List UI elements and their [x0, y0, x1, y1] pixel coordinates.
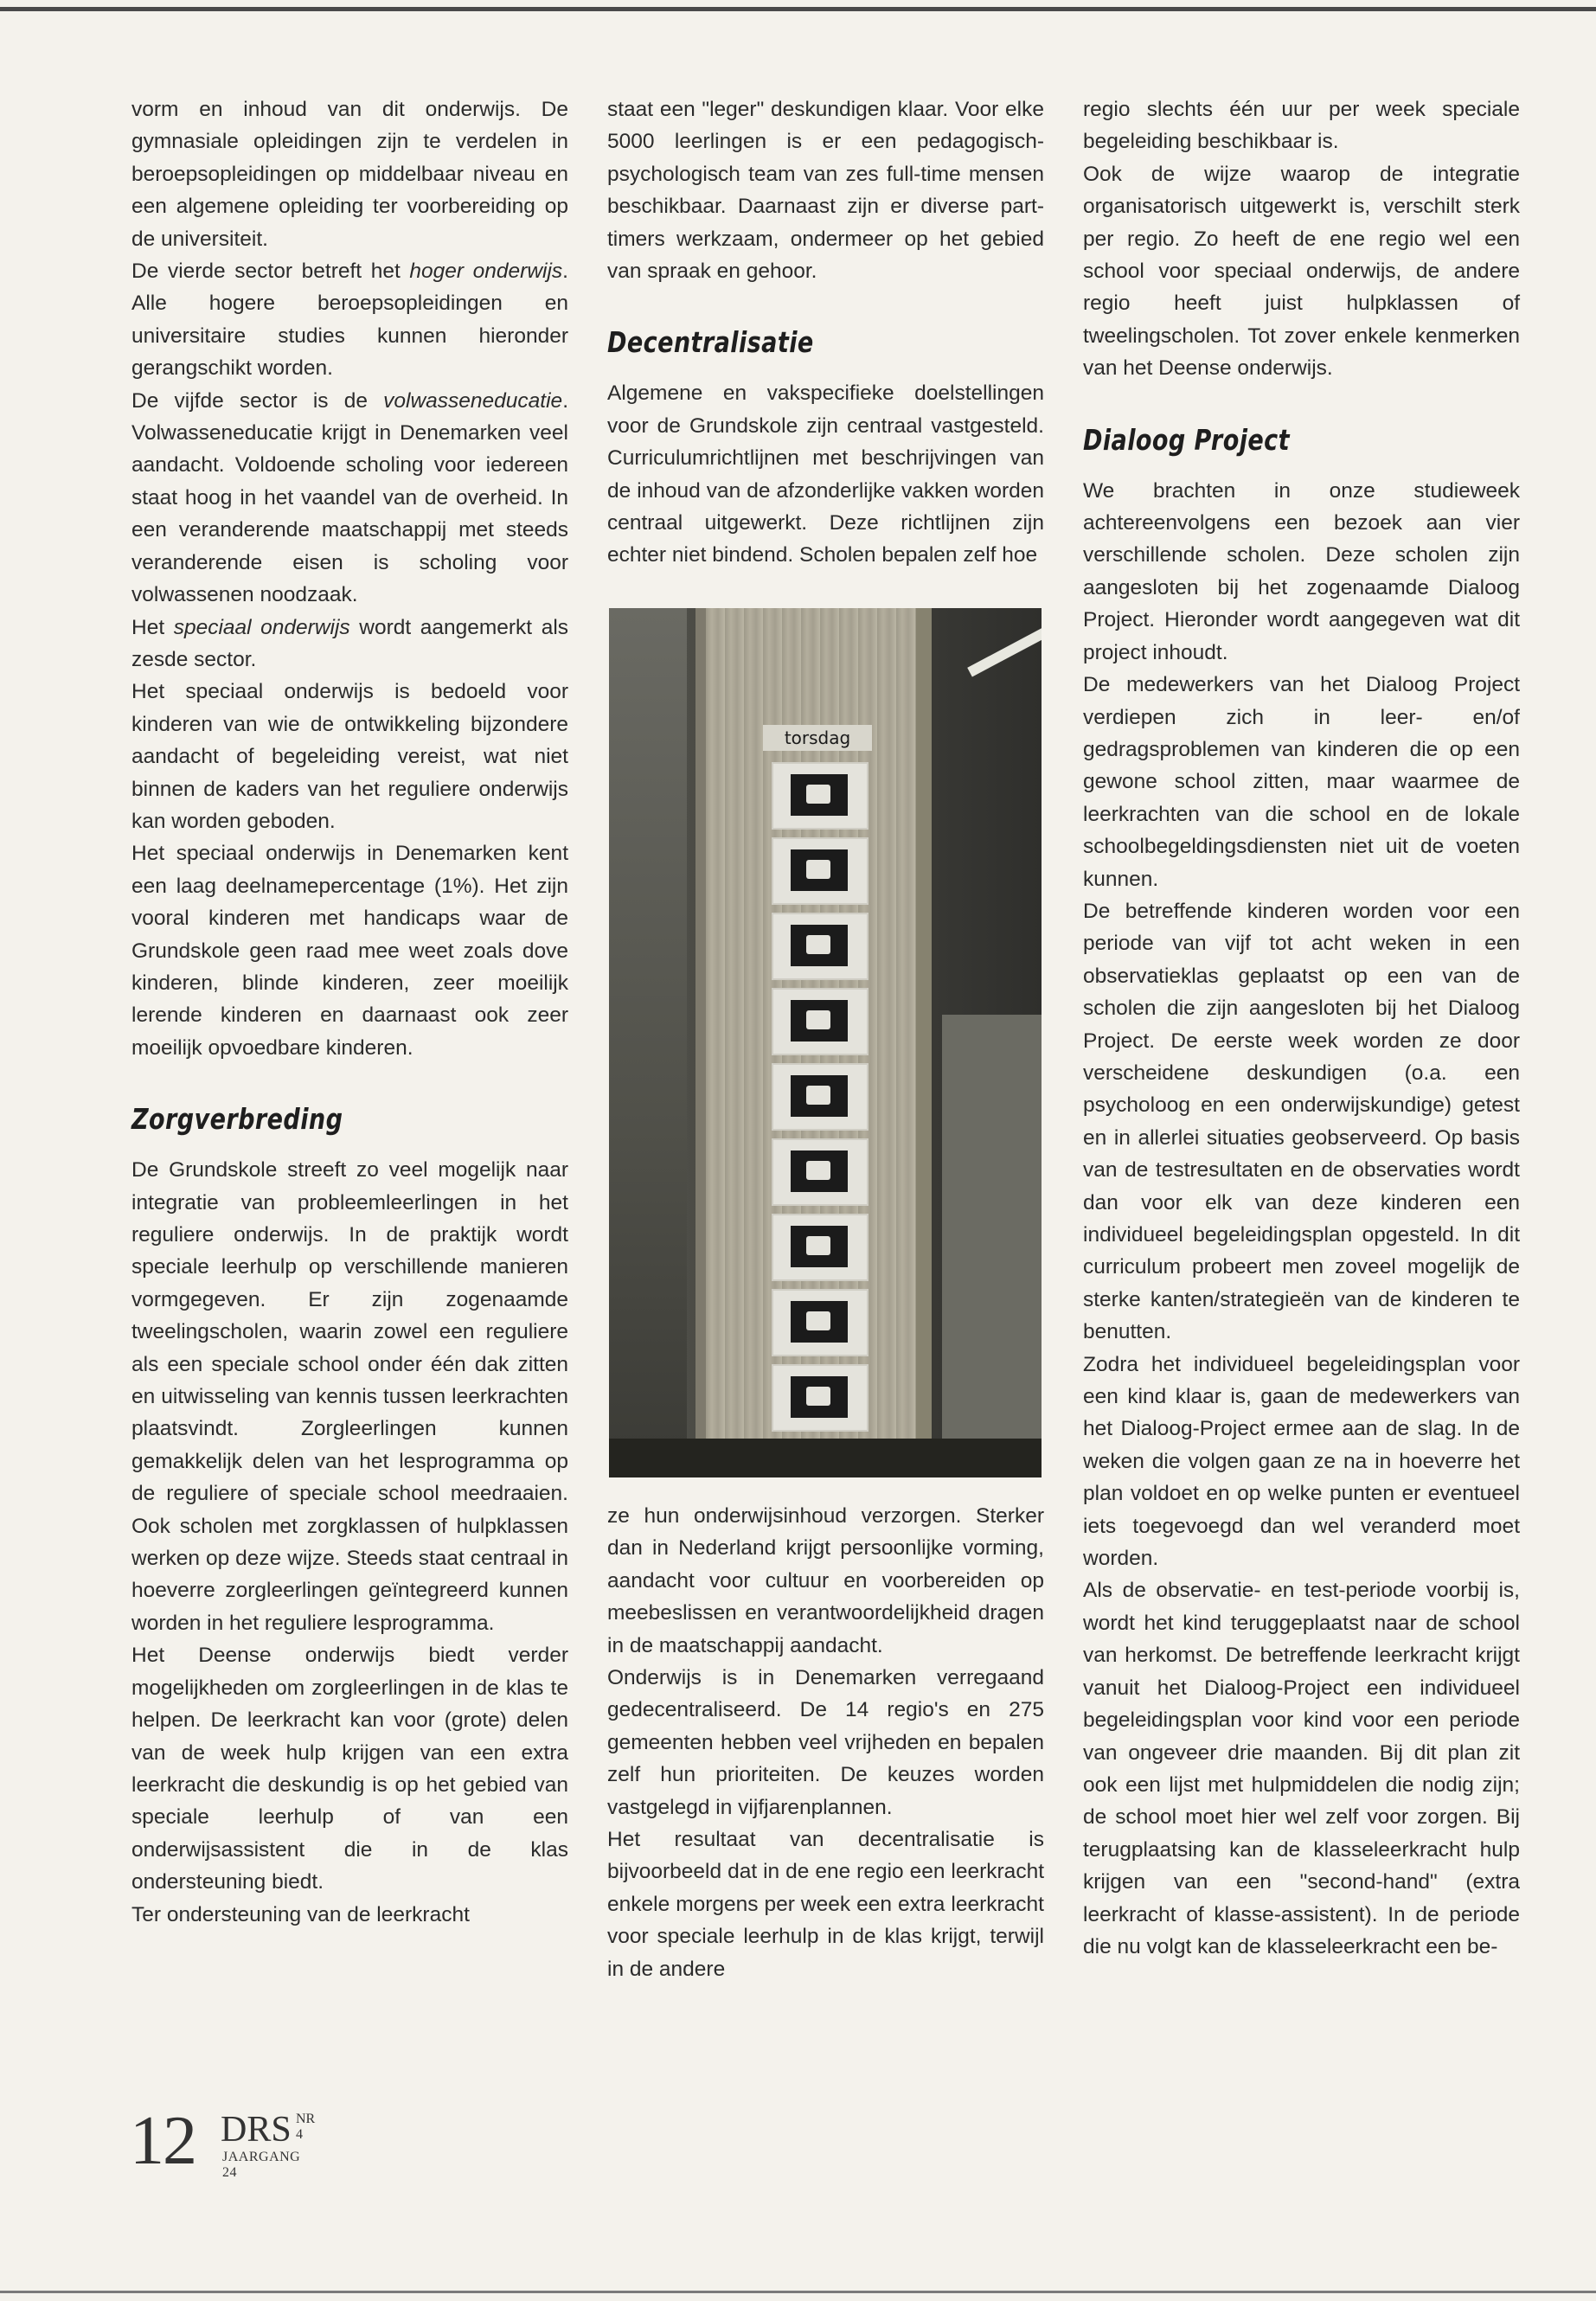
emphasis: hoger onderwijs — [409, 260, 563, 284]
photo-wall-panel — [609, 608, 687, 1477]
photo-lamp — [967, 619, 1042, 676]
emphasis: volwasseneducatie — [383, 388, 563, 413]
paragraph: staat een "leger" deskundigen klaar. Voor elke 5000 leerlingen is er een pedagogisch-psychologisch team van zes full-time mensen beschikbaar. Daarnaast zijn er diverse part-timers werkzaam, ondermeer op het gebied van spraak en gehoor. — [607, 98, 1044, 284]
paragraph: regio slechts één uur per week speciale begeleiding beschikbaar is. — [1083, 98, 1520, 154]
bottom-rule — [0, 2291, 1596, 2293]
paragraph: Ook de wijze waarop de integratie organisatorisch uitgewerkt is, verschilt sterk per regio. Zo heeft de ene regio wel een school voor speciaal onderwijs, de andere regio heeft juist hulpklassen of tweelingscholen. Tot zover enkele kenmerken van het Deense onderwijs. — [1083, 162, 1520, 381]
paragraph: Het speciaal onderwijs is bedoeld voor kinderen van wie de ontwikkeling bijzondere aandacht of begeleiding vereist, wat niet binnen de kaders van het reguliere onderwijs kan worden geboden. — [131, 680, 568, 833]
pictogram-card — [772, 988, 869, 1055]
column-3 — [1083, 93, 1520, 1963]
column-2 — [607, 93, 1044, 1985]
paragraph-speciaal-onderwijs: Het speciaal onderwijs wordt aangemerkt als zesde sector. — [131, 615, 569, 671]
paragraph: Algemene en vakspecifieke doelstellingen voor de Grundskole zijn centraal vastgesteld. Curriculumrichtlijnen met beschrijvingen van de inhoud van de afzonderlijke vakken worden centraal uitgewerkt. Deze richtlijnen zijn echter niet bindend. Scholen bepalen zelf hoe — [607, 381, 1044, 567]
photo-post-edge — [916, 608, 932, 1477]
paragraph: Ter ondersteuning van de leerkracht — [131, 1902, 470, 1926]
photo-day-label: torsdag — [763, 725, 872, 751]
pictogram-card — [772, 1063, 869, 1131]
page-number: 12 — [130, 2103, 195, 2179]
pictogram-card — [772, 1289, 869, 1356]
section-heading-decentralisatie: Decentralisatie — [607, 325, 814, 360]
pictogram-card — [772, 1364, 869, 1432]
paragraph: Het Deense onderwijs biedt verder mogelijkheden om zorgleerlingen in de klas te helpen. De leerkracht kan voor (grote) delen van de week hulp krijgen van een extra leerkracht die deskundig is op het gebied van speciale leerhulp of van een onderwijsassistent die in de klas ondersteuning biedt. — [131, 1644, 568, 1894]
paragraph-volwasseneducatie: De vijfde sector is de volwasseneducatie. Volwasseneducatie krijgt in Denemarken veel aandacht. Voldoende scholing voor iedereen staat hoog in het vaandel van de overheid. In een veranderende maatschappij met steeds veranderende eisen is scholing voor volwassenen noodzaak. — [131, 388, 568, 607]
paragraph: Het speciaal onderwijs in Denemarken kent een laag deelnamepercentage (1%). Het zijn vooral kinderen met handicaps waar de Grundskole geen raad mee weet zoals dove kinderen, blinde kinderen, zeer moeilijk lerende kinderen en daarnaast ook zeer moeilijk opvoedbare kinderen. — [131, 842, 568, 1060]
pictogram-card — [772, 1138, 869, 1206]
paragraph: Zodra het individueel begeleidingsplan voor een kind klaar is, gaan de medewerkers van het Dialoog-Project ermee aan de slag. In de weken die volgen gaan ze na in hoeverre het plan voldoet en op welke punten er eventueel iets toegevoegd dan wel veranderd moet worden. — [1083, 1352, 1520, 1571]
paragraph: ze hun onderwijsinhoud verzorgen. Sterker dan in Nederland krijgt persoonlijke vorming, aandacht voor cultuur en voorbereiden op meebeslissen en verantwoordelijkheid dragen in de maatschappij aandacht. — [607, 1503, 1044, 1657]
paragraph: De betreffende kinderen worden voor een periode van vijf tot acht weken in een observatieklas geplaatst op een van de scholen die zijn aangesloten bij het Dialoog Project. De eerste week worden ze door verscheidene deskundigen (o.a. een psycholoog en een onderwijskundige) getest en in allerlei situaties geobserveerd. Op basis van de testresultaten en de observaties wordt dan voor elk van deze kinderen een individueel begeleidingsplan opgesteld. In dit curriculum probeert men zoveel mogelijk de sterke kanten/strategieën van de kinderen te benutten. — [1083, 899, 1520, 1344]
pictogram-card — [772, 1214, 869, 1281]
top-rule — [0, 7, 1596, 11]
paragraph: Onderwijs is in Denemarken verregaand gedecentraliseerd. De 14 regio's en 275 gemeenten hebben veel vrijheden en bepalen zelf hun prioriteiten. De keuzes worden vastgelegd in vijfjarenplannen. — [607, 1665, 1044, 1819]
photo-board — [942, 1015, 1042, 1477]
paragraph: We brachten in onze studieweek achtereenvolgens een bezoek aan vier verschillende scholen. Deze scholen zijn aangesloten bij het zogenaamde Dialoog Project. Hieronder wordt aangegeven wat dit project inhoudt. — [1083, 478, 1520, 664]
section-heading-dialoog-project: Dialoog Project — [1083, 422, 1290, 457]
photo-day-schedule — [609, 608, 1042, 1477]
section-heading-zorgverbreding: Zorgverbreding — [131, 1102, 343, 1137]
column-1 — [131, 93, 568, 1931]
paragraph: De Grundskole streeft zo veel mogelijk naar integratie van probleemleerlingen in het reguliere onderwijs. In de praktijk wordt speciale leerhulp op verschillende manieren vormgegeven. Er zijn zogenaamde tweelingscholen, waarin zowel een reguliere als een speciale school onder één dak zitten en uitwisseling van kennis tussen leerkrachten plaatsvindt. Zorgleerlingen kunnen gemakkelijk delen van het lesprogramma op de reguliere of speciale school meedraaien. Ook scholen met zorgklassen of hulpklassen werken op deze wijze. Steeds staat centraal in hoeverre zorgleerlingen geïntegreerd kunnen worden in het reguliere lesprogramma. — [131, 1158, 568, 1635]
paragraph: Als de observatie- en test-periode voorbij is, wordt het kind teruggeplaatst naar de school van herkomst. De betreffende leerkracht krijgt vanuit het Dialoog-Project een individueel begeleidingsplan voor kind voor een periode van ongeveer drie maanden. Bij dit plan zit ook een lijst met hulpmiddelen die nodig zijn; de school moet hier wel zelf voor zorgen. Bij terugplaatsing kan de klasseleerkracht hulp krijgen van een "second-hand" (extra leerkracht of klasse-assistent). In de periode die nu volgt kan de klasseleerkracht een be- — [1083, 1579, 1520, 1958]
pictogram-card — [772, 762, 869, 830]
emphasis: speciaal onderwijs — [173, 615, 350, 639]
volume-label: JAARGANG 24 — [222, 2150, 301, 2180]
pictogram-card — [772, 837, 869, 905]
paragraph: Het resultaat van decentralisatie is bijvoorbeeld dat in de ene regio een leerkracht enkele morgens per week een extra leerkracht voor speciale leerhulp in de klas krijgt, terwijl in de andere — [607, 1827, 1044, 1981]
pictogram-card — [772, 913, 869, 980]
issue-number: NR 4 — [296, 2112, 316, 2142]
magazine-name: DRS — [221, 2110, 292, 2150]
paragraph-hoger-onderwijs: De vierde sector betreft het hoger onderwijs. Alle hogere beroepsopleidingen en universitaire studies kunnen hieronder gerangschikt worden. — [131, 260, 568, 381]
paragraph: vorm en inhoud van dit onderwijs. De gymnasiale opleidingen zijn te verdelen in beroepsopleidingen op middelbaar niveau en een algemene opleiding ter voorbereiding op de universiteit. — [131, 98, 568, 251]
photo-floor — [609, 1439, 1042, 1477]
paragraph: De medewerkers van het Dialoog Project verdiepen zich in leer- en/of gedragsproblemen van kinderen die op een gewone school zitten, maar waarmee de leerkrachten van die school en de lokale schoolbegeldingsdiensten niet uit de voeten kunnen. — [1083, 673, 1520, 891]
